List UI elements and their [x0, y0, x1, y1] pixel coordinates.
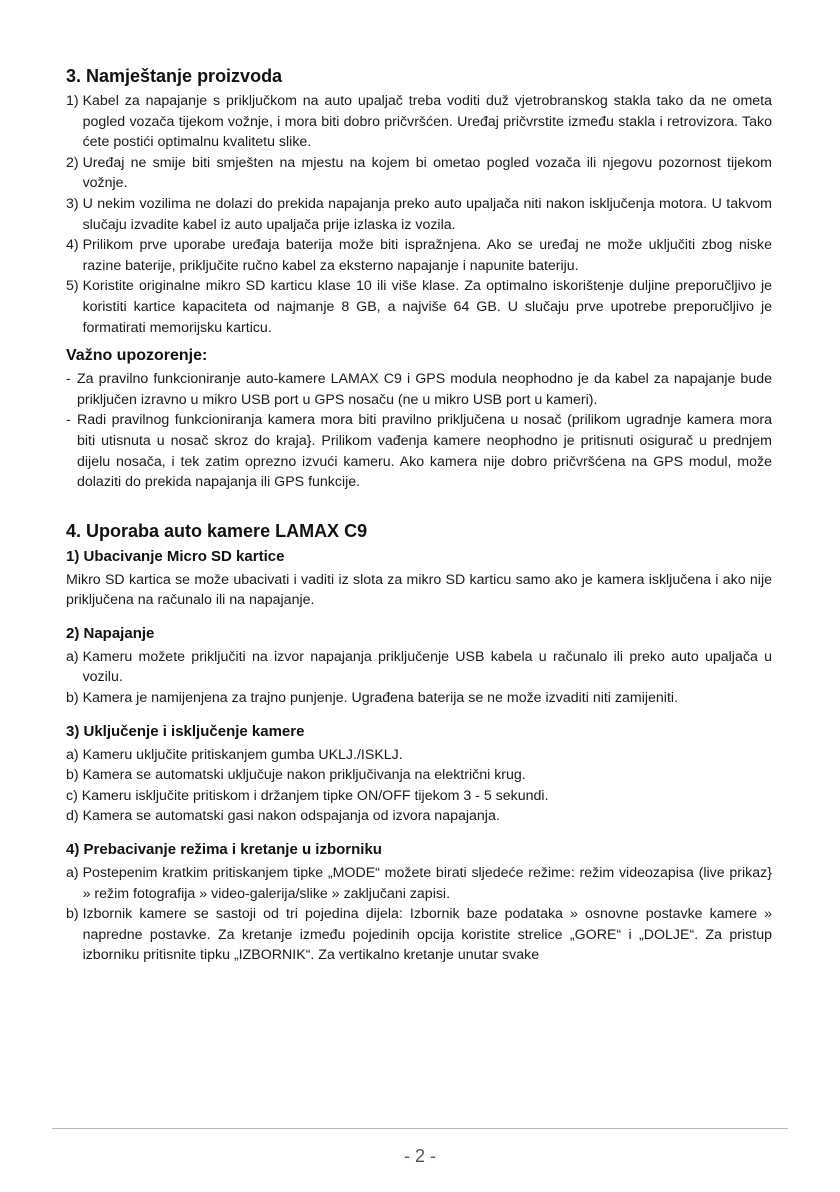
list-item: a) Postepenim kratkim pritiskanjem tipke „MODE“ možete birati sljedeće režime: režim videozapisa (live prikaz} » režim fotografija » video-galerija/slike » zaključani zapisi.	[66, 865, 772, 902]
paragraph: Mikro SD kartica se može ubacivati i vaditi iz slota za mikro SD karticu samo ako je kamera isključena i ako nije priključena na računalo ili na napajanje.	[66, 571, 772, 609]
list-item: - Radi pravilnog funkcioniranja kamera mora biti pravilno priključena u nosač (prilikom ugradnje kamera mora biti utisnuta u nosač skroz do kraja}. Prilikom vađenja kamere neophodno je pritisnuti osigurač u prednjem dijelu nosača, i tek zatim oprezno izvući kameru. Ako kamera nije dobro pričvršćena na GPS modul, može dolaziti do prekida napajanja ili GPS funkcije.	[66, 412, 772, 491]
warning-list	[66, 369, 772, 493]
subsection-title: 2) Napajanje	[66, 624, 155, 642]
document-page	[66, 64, 772, 966]
list-item: c) Kameru isključite pritiskom i držanjem tipke ON/OFF tijekom 3 - 5 sekundi.	[66, 787, 549, 804]
list-item: b) Kamera je namijenjena za trajno punjenje. Ugrađena baterija se ne može izvaditi niti zamijeniti.	[66, 690, 678, 707]
list-item: a) Kameru uključite pritiskanjem gumba UKLJ./ISKLJ.	[66, 746, 403, 763]
section-3-title: 3. Namještanje proizvoda	[66, 66, 283, 86]
section-4-title: 4. Uporaba auto kamere LAMAX C9	[66, 520, 368, 541]
list-item: b) Izbornik kamere se sastoji od tri pojedina dijela: Izbornik baze podataka » osnovne postavke kamere » napredne postavke. Za kretanje između pojedinih opcija koristite strelice „GORE“ i „DOLJE“. Za pristup izborniku pritisnite tipku „IZBORNIK“. Za vertikalno kretanje unutar svake	[66, 906, 772, 964]
subsection-title: 4) Prebacivanje režima i kretanje u izborniku	[66, 841, 382, 859]
list-item: b) Kamera se automatski uključuje nakon priključivanja na električni krug.	[66, 767, 526, 784]
footer-divider	[52, 1128, 788, 1129]
page-number: - 2 -	[403, 1146, 436, 1166]
list-item: 2) Uređaj ne smije biti smješten na mjestu na kojem bi ometao pogled vozača ili njegovu pozornost tijekom vožnje.	[66, 154, 772, 192]
subsection-title: 3) Uključenje i isključenje kamere	[66, 722, 305, 740]
subsection-title: 1) Ubacivanje Micro SD kartice	[66, 547, 285, 565]
warning-title: Važno upozorenje:	[66, 347, 208, 365]
section-3-list	[66, 91, 772, 338]
list-item: - Za pravilno funkcioniranje auto-kamere LAMAX C9 i GPS modula neophodno je da kabel za napajanje bude priključen izravno u mikro USB port u GPS nosaču (ne u mikro USB port u kameri).	[66, 371, 772, 408]
mode-menu-list	[66, 863, 772, 966]
list-item: 4) Prilikom prve uporabe uređaja baterija može biti ispražnjena. Ako se uređaj ne može uključiti zbog niske razine baterije, priključite ručno kabel za eksterno napajanje i napunite bateriju.	[66, 237, 772, 274]
on-off-list	[66, 745, 772, 827]
list-item: a) Kameru možete priključiti na izvor napajanja priključenje USB kabela u računalo ili preko auto upaljača u vozilu.	[66, 648, 772, 686]
power-list	[66, 647, 772, 709]
list-item: 1) Kabel za napajanje s priključkom na auto upaljač treba voditi duž vjetrobranskog stakla tako da ne ometa pogled vozača tijekom vožnje, i mora biti dobro pričvršćen. Uređaj pričvrstite između stakla i retrovizora. Tako ćete postići optimalnu kvalitetu slike.	[66, 93, 772, 151]
list-item: 3) U nekim vozilima ne dolazi do prekida napajanja preko auto upaljača niti nakon isključenja motora. U takvom slučaju izvadite kabel iz auto upaljača prije izlaska iz vozila.	[66, 195, 772, 233]
list-item: 5) Koristite originalne mikro SD karticu klase 10 ili više klase. Za optimalno iskorištenje duljine preporučljivo je koristiti kartice kapaciteta od najmanje 8 GB, a najviše 64 GB. U slučaju prve upotrebe preporučljivo je formatirati memorijsku karticu.	[66, 278, 772, 336]
list-item: d) Kamera se automatski gasi nakon odspajanja od izvora napajanja.	[66, 808, 500, 825]
